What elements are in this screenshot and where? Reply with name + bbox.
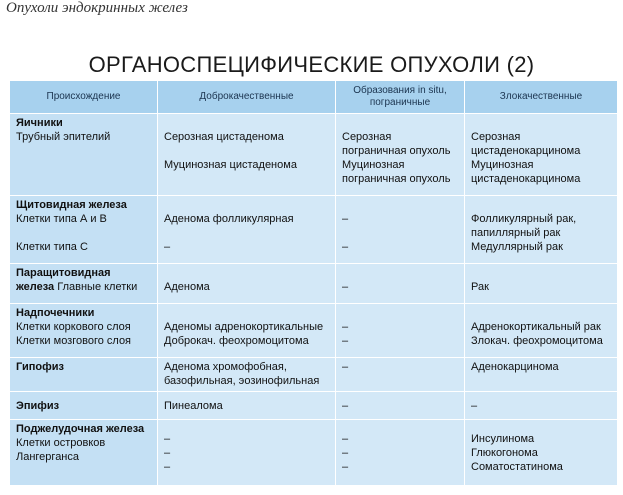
insitu-text: – [342,433,349,445]
insitu-text: – [342,241,349,253]
benign-text: – [164,241,171,253]
insitu-text: – [342,335,349,347]
cell-origin [10,392,158,420]
benign-text: Муцинозная цистаденома [164,159,297,171]
cell-benign [158,358,336,392]
insitu-text: Серозная [342,131,392,143]
header-benign: Доброкачественные [158,81,336,114]
benign-text: Пинеалома [164,399,223,412]
cell-malignant [465,196,618,264]
group-label: Гипофиз [16,361,64,373]
origin-text: Клетки мозгового слоя [16,335,132,347]
cell-insitu [336,304,465,358]
malignant-text: Инсулинома [471,433,535,445]
cell-origin [10,114,158,196]
cell-benign [158,196,336,264]
insitu-text: – [342,361,349,373]
header-insitu-line1: Образования in situ, [353,85,447,96]
malignant-text: папиллярный рак [471,227,561,239]
origin-text: Главные клетки [57,281,138,293]
cell-benign [158,304,336,358]
slide-caption: Опухоли эндокринных желез [6,0,188,16]
cell-origin [10,358,158,392]
benign-text: Аденомы адренокортикальные [164,321,324,333]
cell-insitu [336,264,465,304]
header-insitu [336,81,465,114]
table-row [10,196,618,264]
cell-benign [158,392,336,420]
insitu-text: – [342,321,349,333]
insitu-text: пограничная опухоль [342,145,451,157]
origin-text: Лангерганса [16,451,79,463]
malignant-text: Злокач. феохромоцитома [471,335,603,347]
benign-text: базофильная, эозинофильная [164,375,320,387]
malignant-text: Аденокарцинома [471,361,559,373]
cell-origin [10,420,158,486]
table-row [10,358,618,392]
cell-origin [10,196,158,264]
cell-benign [158,264,336,304]
insitu-text: – [342,281,349,293]
page-title: ОРГАНОСПЕЦИФИЧЕСКИЕ ОПУХОЛИ (2) [88,52,535,77]
origin-text: Клетки островков [16,437,106,449]
table-row [10,392,618,420]
table-header-row [10,81,618,114]
cell-origin [10,304,158,358]
cell-benign [158,114,336,196]
group-label: железа [16,281,55,293]
malignant-text: Соматостатинома [471,461,563,473]
insitu-text: – [342,213,349,225]
cell-insitu [336,392,465,420]
cell-insitu [336,196,465,264]
cell-malignant [465,358,618,392]
cell-malignant [465,264,618,304]
table-row [10,304,618,358]
cell-origin [10,264,158,304]
header-malignant: Злокачественные [465,81,618,114]
group-label: Надпочечники [16,307,95,319]
table-row [10,264,618,304]
malignant-text: Медуллярный рак [471,241,563,253]
origin-text: Клетки коркового слоя [16,321,131,333]
malignant-text: Муцинозная [471,159,534,171]
benign-text: – [164,447,171,459]
malignant-text: цистаденокарцинома [471,173,581,185]
benign-text: – [164,461,171,473]
malignant-text: Адренокортикальный рак [471,321,601,333]
header-insitu-line2: пограничные [369,97,431,108]
benign-text: Аденома фолликулярная [164,213,294,225]
origin-text: Клетки типа А и В [16,213,107,225]
malignant-text: Серозная [471,131,521,143]
cell-insitu [336,420,465,486]
cell-benign [158,420,336,486]
benign-text: – [164,433,171,445]
insitu-text: – [342,461,349,473]
insitu-text: Муцинозная [342,159,405,171]
benign-text: Аденома [164,281,210,293]
tumor-table [9,80,618,486]
malignant-text: цистаденокарцинома [471,145,581,157]
cell-malignant [465,392,618,420]
cell-malignant [465,114,618,196]
insitu-text: пограничная опухоль [342,173,451,185]
table-row [10,114,618,196]
insitu-text: – [342,447,349,459]
table-row [10,420,618,486]
group-label: Эпифиз [16,399,60,412]
malignant-text: Глюкогонома [471,447,538,459]
insitu-text: – [342,399,349,412]
origin-text: Трубный эпителий [16,131,111,143]
benign-text: Аденома хромофобная, [164,361,287,373]
malignant-text: – [471,399,478,412]
cell-malignant [465,420,618,486]
origin-text: Клетки типа С [16,241,88,253]
malignant-text: Рак [471,281,489,293]
cell-insitu [336,358,465,392]
cell-insitu [336,114,465,196]
benign-text: Серозная цистаденома [164,131,284,143]
group-label: Поджелудочная железа [16,423,145,435]
group-label: Щитовидная железа [16,199,127,211]
group-label: Яичники [16,117,63,129]
benign-text: Доброкач. феохромоцитома [164,335,309,347]
group-label: Паращитовидная [16,267,111,279]
header-origin: Происхождение [10,81,158,114]
cell-malignant [465,304,618,358]
malignant-text: Фолликулярный рак, [471,213,577,225]
